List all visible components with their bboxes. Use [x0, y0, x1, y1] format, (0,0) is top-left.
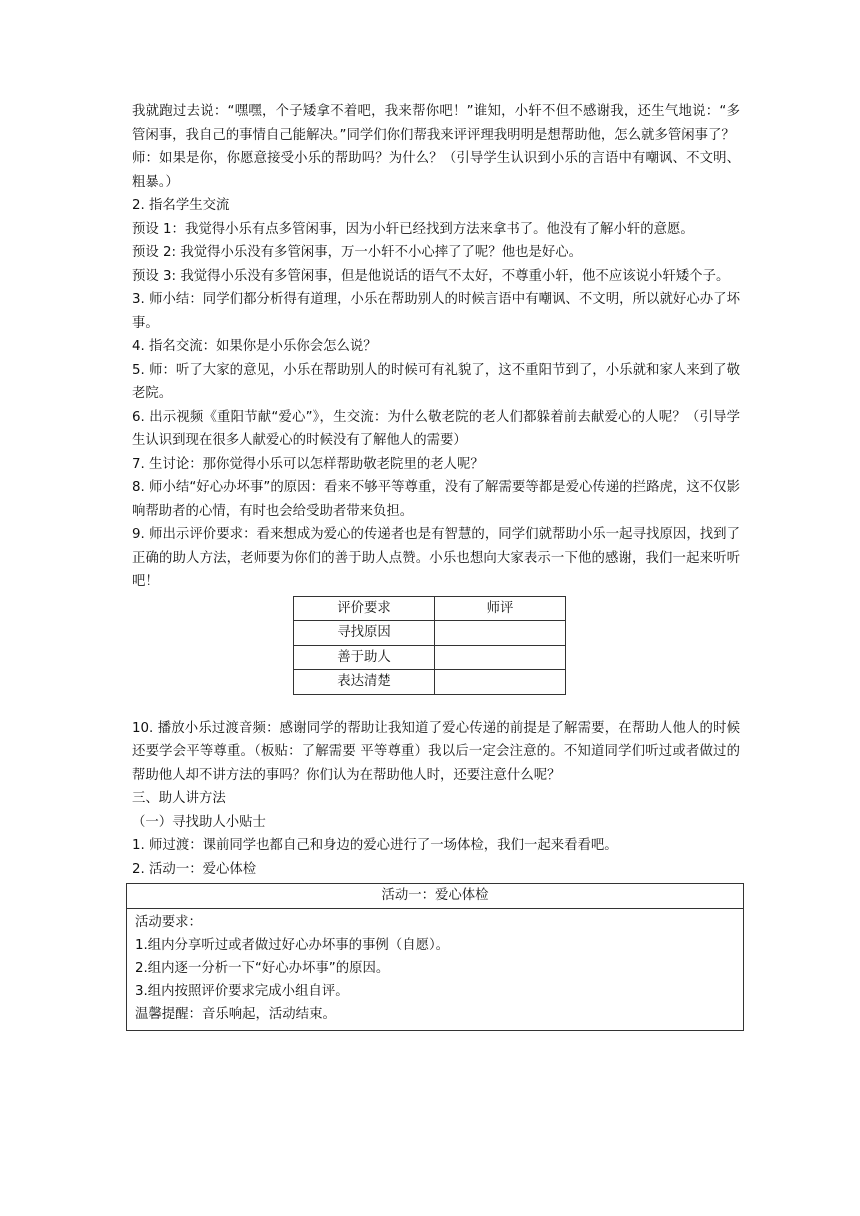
spacer: [132, 695, 740, 717]
paragraph: 8. 师小结“好心办坏事”的原因：看来不够平等尊重，没有了解需要等都是爱心传递的拦路虎，这不仅影响帮助者的心情，有时也会给受助者带来负担。: [132, 480, 740, 519]
activity-line: 1.组内分享听过或者做过好心办坏事的事例（自愿）。: [135, 938, 450, 953]
subsection-heading: （一）寻找助人小贴士: [132, 814, 266, 830]
activity-line: 2.组内逐一分析一下“好心办坏事”的原因。: [135, 961, 390, 976]
activity-box: [126, 883, 744, 1031]
paragraph: 预设 3: 我觉得小乐没有多管闲事，但是他说话的语气不太好，不尊重小轩，他不应该说小轩矮个子。: [132, 268, 730, 284]
paragraph: 我就跑过去说：“嘿嘿，个子矮拿不着吧，我来帮你吧！”谁知，小轩不但不感谢我，还生气地说：“多管闲事，我自己的事情自己能解决。”同学们你们帮我来评评理我明明是想帮助他，怎么就多管闲事了？: [132, 104, 740, 143]
table-row: [294, 670, 566, 695]
paragraph: 2. 指名学生交流: [132, 198, 230, 213]
paragraph: 6. 出示视频《重阳节献“爱心”》，生交流：为什么敬老院的老人们都躲着前去献爱心的人呢？（引导学生认识到现在很多人献爱心的时候没有了解他人的需要）: [132, 409, 740, 448]
table-cell: [435, 670, 566, 695]
paragraph: 10. 播放小乐过渡音频：感谢同学的帮助让我知道了爱心传递的前提是了解需要，在帮助人他人的时候还要学会平等尊重。（板贴：了解需要 平等尊重）我以后一定会注意的。不知道同学们听过或者做过的帮助他人却不讲方法的事吗？你们认为在帮助他人时，还要注意什么呢？: [132, 720, 740, 783]
paragraph: 师：如果是你，你愿意接受小乐的帮助吗？为什么？（引导学生认识到小乐的言语中有嘲讽、不文明、粗暴。）: [132, 151, 740, 190]
table-cell: 表达清楚: [294, 670, 435, 695]
table-header-cell: 师评: [435, 596, 566, 621]
paragraph: 2. 活动一：爱心体检: [132, 861, 257, 877]
paragraph: 9. 师出示评价要求：看来想成为爱心的传递者也是有智慧的，同学们就帮助小乐一起寻找原因，找到了正确的助人方法，老师要为你们的善于助人点赞。小乐也想向大家表示一下他的感谢，我们一起来听听吧！: [132, 527, 740, 589]
table-cell: [435, 621, 566, 646]
activity-title: 活动一：爱心体检: [127, 884, 743, 909]
paragraph: 1. 师过渡：课前同学也都自己和身边的爱心进行了一场体检，我们一起来看看吧。: [132, 838, 618, 853]
table-header-row: [294, 596, 566, 621]
activity-line: 活动要求：: [135, 915, 202, 930]
paragraph: 4. 指名交流：如果你是小乐你会怎么说？: [132, 339, 377, 354]
activity-body: [127, 909, 743, 1030]
paragraph: 3. 师小结：同学们都分析得有道理，小乐在帮助别人的时候言语中有嘲讽、不文明，所以就好心办了坏事。: [132, 292, 740, 331]
paragraph: 预设 2: 我觉得小乐没有多管闲事，万一小轩不小心摔了了呢？他也是好心。: [132, 245, 583, 260]
table-cell: 善于助人: [294, 645, 435, 670]
table-cell: [435, 645, 566, 670]
activity-line: 3.组内按照评价要求完成小组自评。: [135, 984, 349, 999]
table-row: [294, 645, 566, 670]
paragraph: 5. 师：听了大家的意见，小乐在帮助别人的时候可有礼貌了，这不重阳节到了，小乐就和家人来到了敬老院。: [132, 362, 740, 401]
section-heading: 三、助人讲方法: [132, 791, 226, 806]
table-header-cell: 评价要求: [294, 596, 435, 621]
activity-line: 温馨提醒：音乐响起，活动结束。: [135, 1007, 336, 1022]
evaluation-table: [293, 596, 566, 695]
paragraph: 7. 生讨论：那你觉得小乐可以怎样帮助敬老院里的老人呢？: [132, 456, 484, 472]
table-cell: 寻找原因: [294, 621, 435, 646]
document-page: [132, 100, 740, 1031]
paragraph: 预设 1：我觉得小乐有点多管闲事，因为小轩已经找到方法来拿书了。他没有了解小轩的意愿。: [132, 221, 694, 237]
table-row: [294, 621, 566, 646]
